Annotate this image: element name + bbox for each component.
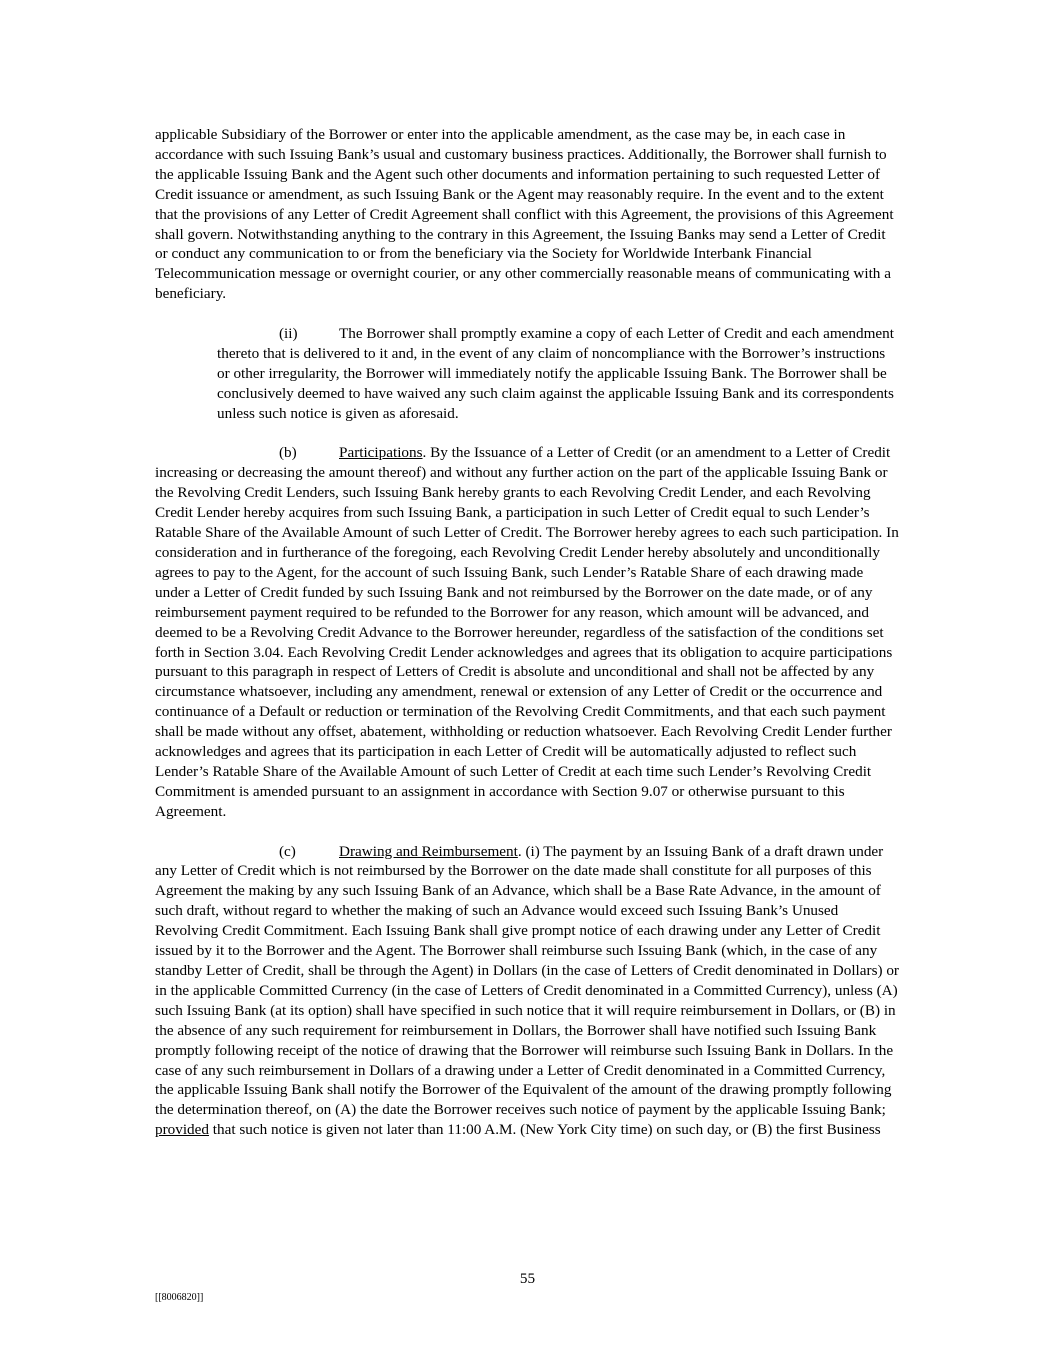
section-b-heading: Participations	[339, 444, 423, 462]
section-b-label: (b)	[279, 444, 297, 462]
section-c-label: (c)	[279, 842, 296, 860]
section-c-text-after: that such notice is given not later than 11:00 A.M. (New York City time) on such day, or (B) the first Business	[209, 1121, 881, 1139]
subsection-ii-text: The Borrower shall promptly examine a copy of each Letter of Credit and each amendment thereto that is delivered to it and, in the event of any claim of noncompliance with the Borrower’s instructions or other irregularity, the Borrower will immediately notify the applicable Issuing Bank. The Borrower shall be conclusively deemed to have waived any such claim against the applicable Issuing Bank and its correspondents unless such notice is given as aforesaid.	[217, 325, 894, 422]
subsection-ii	[217, 324, 899, 424]
document-id: [[8006820]]	[155, 1292, 204, 1303]
section-b	[155, 443, 899, 821]
document-body	[155, 125, 899, 1140]
subsection-ii-label: (ii)	[279, 325, 298, 343]
page-number: 55	[519, 1270, 536, 1287]
section-c-heading: Drawing and Reimbursement	[339, 842, 518, 860]
section-c	[155, 842, 899, 1141]
paragraph-intro: applicable Subsidiary of the Borrower or enter into the applicable amendment, as the case may be, in each case in accordance with such Issuing Bank’s usual and customary business practices. Additionally, the Borrower shall furnish to the applicable Issuing Bank and the Agent such other documents and information pertaining to such requested Letter of Credit issuance or amendment, as such Issuing Bank or the Agent may reasonably require. In the event and to the extent that the provisions of any Letter of Credit Agreement shall conflict with this Agreement, the provisions of this Agreement shall govern. Notwithstanding anything to the contrary in this Agreement, the Issuing Banks may send a Letter of Credit or conduct any communication to or from the beneficiary via the Society for Worldwide Interbank Financial Telecommunication message or overnight courier, or any other commercially reasonable means of communicating with a beneficiary.	[155, 126, 894, 303]
provided-term: provided	[155, 1121, 209, 1139]
section-b-text: . By the Issuance of a Letter of Credit (or an amendment to a Letter of Credit increasing or decreasing the amount thereof) and without any further action on the part of the applicable Issuing Bank or the Revolving Credit Lenders, such Issuing Bank hereby grants to each Revolving Credit Lender, and each Revolving Credit Lender hereby acquires from such Issuing Bank, a participation in such Letter of Credit equal to such Lender’s Ratable Share of the Available Amount of such Letter of Credit. The Borrower hereby agrees to each such participation. In consideration and in furtherance of the foregoing, each Revolving Credit Lender hereby absolutely and unconditionally agrees to pay to the Agent, for the account of such Issuing Bank, such Lender’s Ratable Share of each drawing made under a Letter of Credit funded by such Issuing Bank and not reimbursed by the Borrower on the date made, or of any reimbursement payment required to be refunded to the Borrower for any reason, which amount will be advanced, and deemed to be a Revolving Credit Advance to the Borrower hereunder, regardless of the satisfaction of the conditions set forth in Section 3.04. Each Revolving Credit Lender acknowledges and agrees that its obligation to acquire participations pursuant to this paragraph in respect of Letters of Credit is absolute and unconditional and shall not be affected by any circumstance whatsoever, including any amendment, renewal or extension of any Letter of Credit or the occurrence and continuance of a Default or reduction or termination of the Revolving Credit Commitments, and that each such payment shall be made without any offset, abatement, withholding or reduction whatsoever. Each Revolving Credit Lender further acknowledges and agrees that its participation in each Letter of Credit will be automatically adjusted to reflect such Lender’s Ratable Share of the Available Amount of such Letter of Credit at each time such Lender’s Revolving Credit Commitment is amended pursuant to an assignment in accordance with Section 9.07 or otherwise pursuant to this Agreement.	[155, 444, 899, 820]
section-c-text-before: . (i) The payment by an Issuing Bank of a draft drawn under any Letter of Credit which is not reimbursed by the Borrower on the date made shall constitute for all purposes of this Agreement the making by any such Issuing Bank of an Advance, which shall be a Base Rate Advance, in the amount of such draft, without regard to whether the making of such an Advance would exceed such Issuing Bank’s Unused Revolving Credit Commitment. Each Issuing Bank shall give prompt notice of each drawing under any Letter of Credit issued by it to the Borrower and the Agent. The Borrower shall reimburse such Issuing Bank (which, in the case of any standby Letter of Credit, shall be through the Agent) in Dollars (in the case of Letters of Credit denominated in Dollars) or in the applicable Committed Currency (in the case of Letters of Credit denominated in a Committed Currency), unless (A) such Issuing Bank (at its option) shall have specified in such notice that it will require reimbursement in Dollars, or (B) in the absence of any such requirement for reimbursement in Dollars, the Borrower shall have notified such Issuing Bank promptly following receipt of the notice of drawing that the Borrower will reimburse such Issuing Bank in Dollars. In the case of any such reimbursement in Dollars of a drawing under a Letter of Credit denominated in a Committed Currency, the applicable Issuing Bank shall notify the Borrower of the Equivalent of the amount of the drawing promptly following the determination thereof, on (A) the date the Borrower receives such notice of payment by the applicable Issuing Bank;	[155, 842, 899, 1119]
